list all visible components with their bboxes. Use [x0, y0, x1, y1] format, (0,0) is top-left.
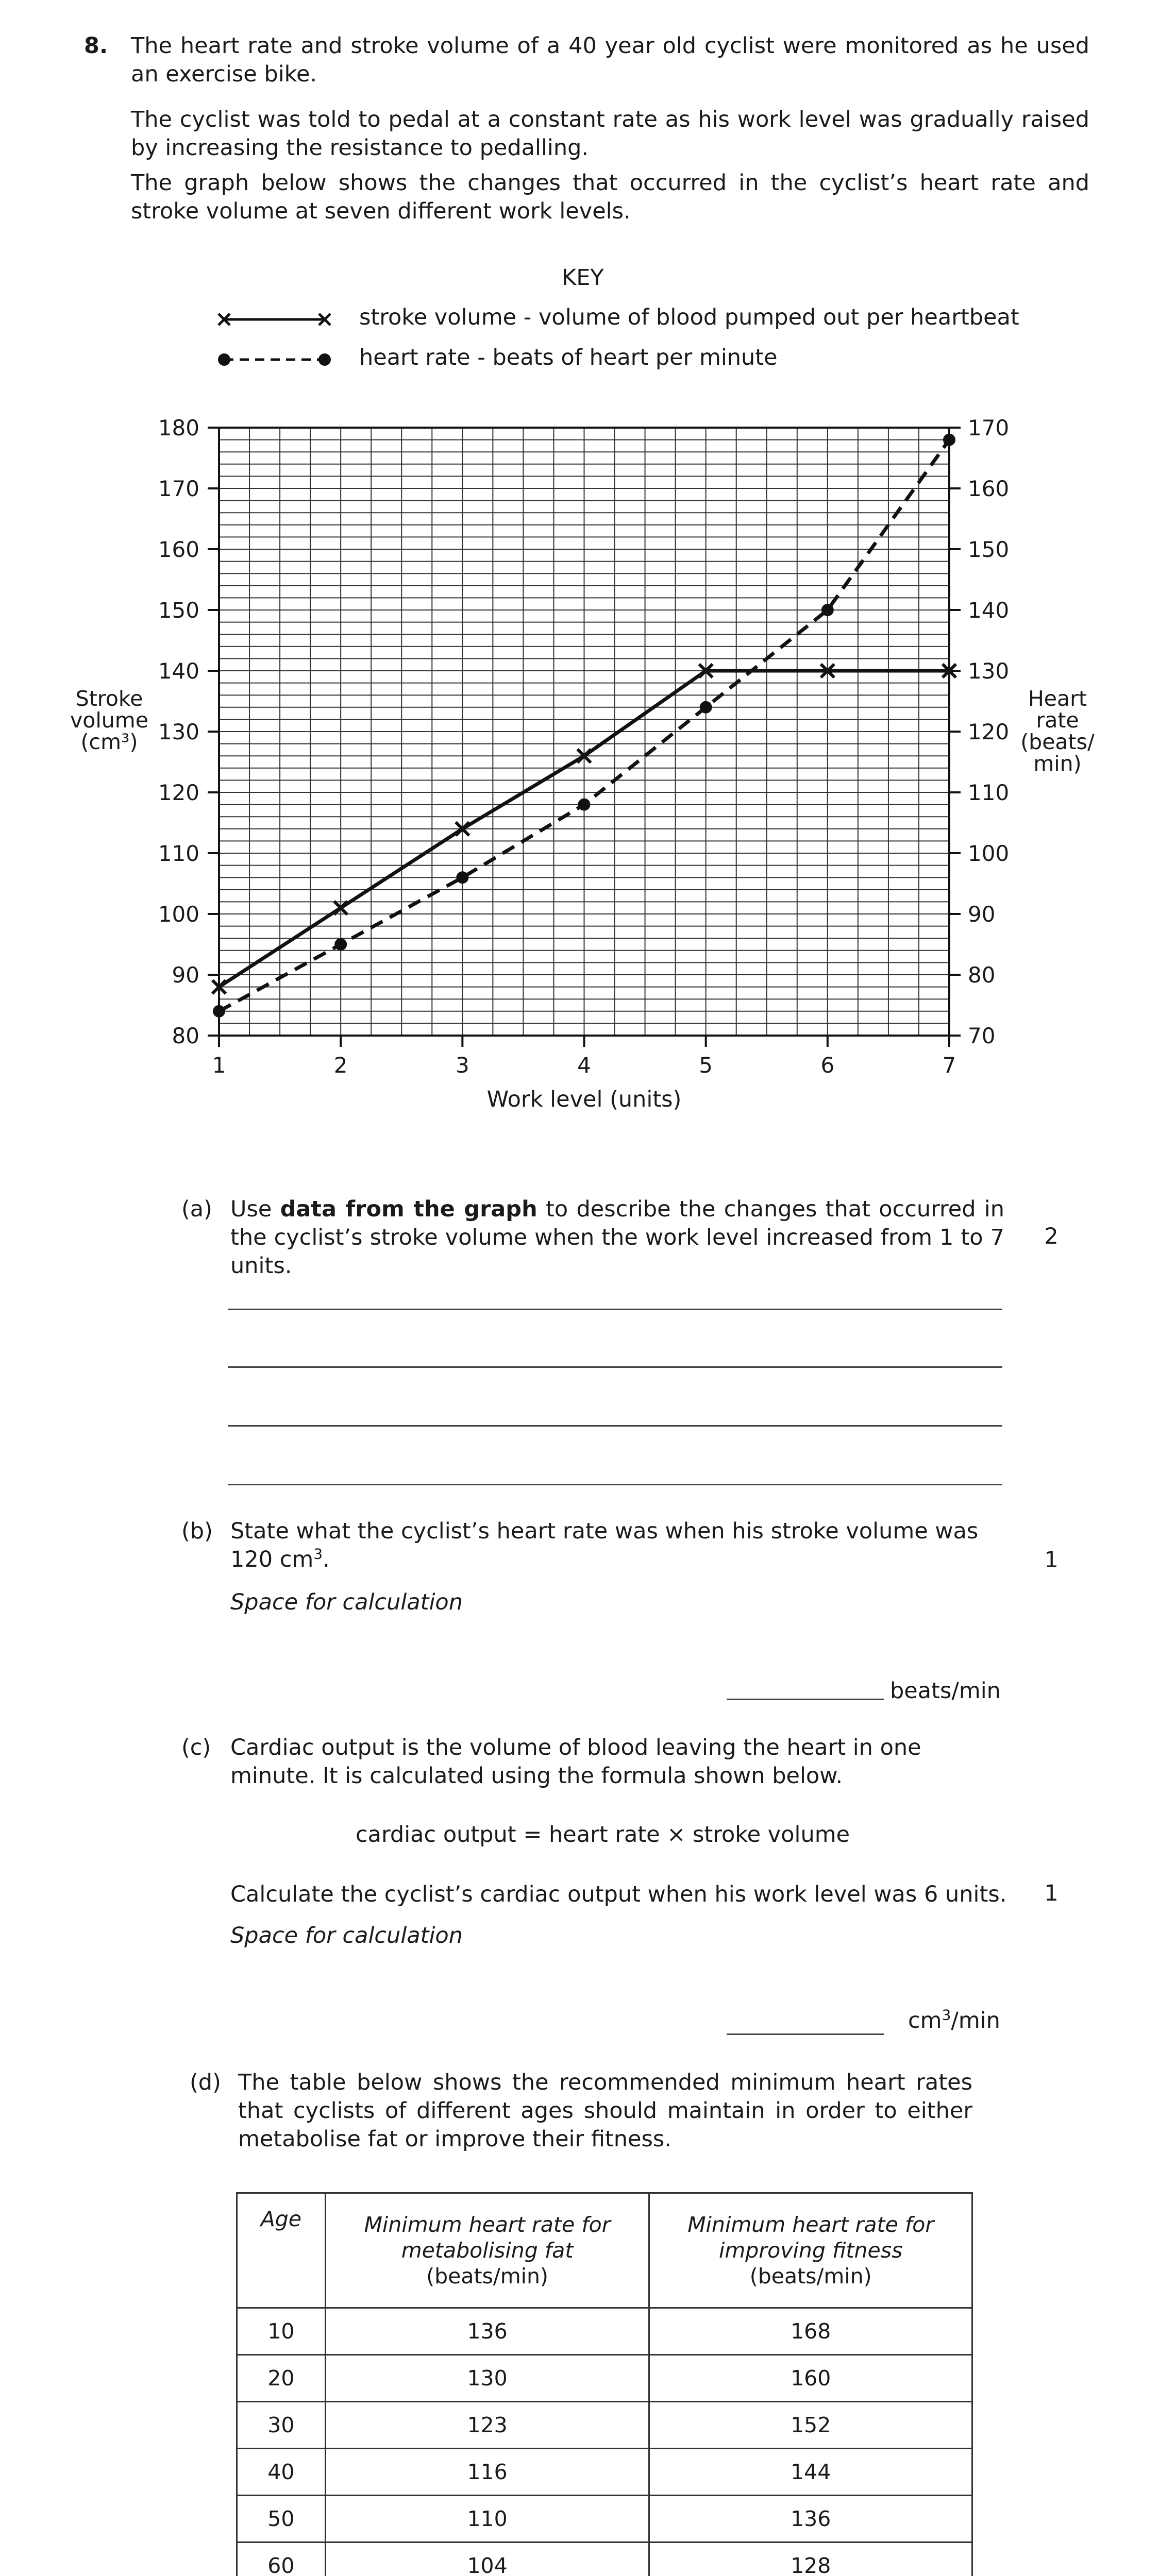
answer-line-a-2[interactable]: [228, 1366, 1002, 1368]
right-axis-title-line: min): [1033, 751, 1082, 776]
line-chart: [0, 0, 1176, 1185]
cell-fat: 130: [325, 2355, 649, 2402]
cell-age: 50: [237, 2496, 326, 2543]
left-axis-tick-label: 150: [158, 598, 199, 623]
cell-age: 30: [237, 2402, 326, 2449]
key-stroke-volume-label: stroke volume - volume of blood pumped out per heartbeat: [359, 304, 1019, 330]
x-axis-tick-label: 3: [455, 1053, 469, 1078]
part-a-label: (a): [181, 1196, 212, 1222]
x-axis-tick-label: 5: [699, 1053, 713, 1078]
x-axis-tick-label: 1: [212, 1053, 226, 1078]
answer-line-a-3[interactable]: [228, 1425, 1002, 1427]
heart-rate-point: [700, 701, 712, 714]
left-axis-title-line: (cm³): [80, 730, 138, 754]
heart-rate-point: [821, 604, 834, 616]
header-metabolising-fat: Minimum heart rate for metabolising fat (beats/min): [325, 2193, 649, 2308]
right-axis-tick-label: 160: [968, 476, 1010, 501]
right-axis-title-line: rate: [1036, 708, 1079, 733]
table-row: [237, 2496, 972, 2543]
cell-age: 20: [237, 2355, 326, 2402]
left-axis-tick-label: 90: [172, 962, 199, 988]
left-axis-title-line: Stroke: [75, 686, 143, 711]
heart-rate-point: [943, 434, 955, 446]
part-b-space-label: Space for calculation: [230, 1589, 463, 1615]
question-number: 8.: [84, 33, 108, 59]
part-c-instruction: Calculate the cyclist’s cardiac output when his work level was 6 units.: [230, 1882, 1007, 1907]
x-axis-tick-label: 4: [577, 1053, 591, 1078]
left-axis-tick-label: 170: [158, 476, 199, 501]
part-c-text: Cardiac output is the volume of blood leaving the heart in one minute. It is calculated using the formula shown below.: [230, 1735, 921, 1789]
heart-rate-point: [456, 871, 468, 884]
x-axis-title: Work level (units): [486, 1087, 682, 1112]
cell-fitness: 152: [649, 2402, 972, 2449]
cell-fitness: 144: [649, 2449, 972, 2496]
right-axis-tick-label: 70: [968, 1023, 996, 1048]
left-axis-tick-label: 110: [158, 841, 199, 866]
right-axis-tick-label: 130: [968, 658, 1010, 684]
part-a-marks: 2: [1044, 1224, 1059, 1249]
cell-age: 10: [237, 2308, 326, 2355]
part-d-text: The table below shows the recommended minimum heart rates that cyclists of different ages should maintain in order to either metabolise fat or improve their fitness.: [238, 2070, 972, 2152]
cell-fat: 116: [325, 2449, 649, 2496]
right-axis-tick-label: 170: [968, 415, 1010, 440]
part-c-marks: 1: [1044, 1880, 1059, 1906]
answer-line-a-4[interactable]: [228, 1484, 1002, 1485]
cell-fat: 123: [325, 2402, 649, 2449]
answer-line-b[interactable]: [727, 1699, 884, 1700]
answer-line-c[interactable]: [727, 2033, 884, 2035]
left-axis-tick-label: 120: [158, 780, 199, 805]
right-axis-title-line: Heart: [1028, 686, 1087, 711]
part-a-text: Use data from the graph to describe the changes that occurred in the cyclist’s stroke volume when the work level increased from 1 to 7 units.: [230, 1196, 1004, 1279]
right-axis-title-line: (beats/: [1020, 730, 1095, 754]
key-heading: KEY: [562, 265, 604, 291]
part-c-label: (c): [181, 1735, 211, 1760]
part-d-label: (d): [190, 2070, 221, 2095]
intro-paragraph-1: The heart rate and stroke volume of a 40 year old cyclist were monitored as he used an exercise bike.: [131, 33, 1089, 87]
x-axis-tick-label: 7: [942, 1053, 956, 1078]
right-axis-tick-label: 90: [968, 902, 996, 927]
cardiac-output-formula: cardiac output = heart rate × stroke volume: [356, 1822, 850, 1848]
right-axis-tick-label: 120: [968, 719, 1010, 744]
cell-age: 60: [237, 2543, 326, 2576]
right-axis-tick-label: 140: [968, 598, 1010, 623]
part-b-label: (b): [181, 1518, 213, 1544]
left-axis-title-line: volume: [70, 708, 148, 733]
left-axis-tick-label: 180: [158, 415, 199, 440]
part-b-unit: beats/min: [890, 1678, 1001, 1704]
left-axis-tick-label: 130: [158, 719, 199, 744]
part-b-text-line1: State what the cyclist’s heart rate was when his stroke volume was: [230, 1518, 979, 1544]
cell-fitness: 128: [649, 2543, 972, 2576]
table-header-row: [237, 2193, 972, 2308]
part-c-space-label: Space for calculation: [230, 1923, 463, 1948]
part-b-marks: 1: [1044, 1547, 1059, 1573]
cell-age: 40: [237, 2449, 326, 2496]
part-c-unit: $cm^3/\min$: [908, 2006, 1000, 2033]
left-axis-tick-label: 80: [172, 1023, 199, 1048]
heart-rate-table: [236, 2192, 973, 2576]
table-row: [237, 2543, 972, 2576]
part-b-text-line2: 120 $cm^3$.: [230, 1545, 330, 1572]
key-heart-rate-label: heart rate - beats of heart per minute: [359, 345, 778, 370]
part-a-emphasis: data from the graph: [280, 1196, 537, 1222]
heart-rate-point: [213, 1005, 225, 1018]
intro-paragraph-2: The cyclist was told to pedal at a constant rate as his work level was gradually raised by increasing the resistance to pedalling.: [131, 107, 1089, 161]
cell-fat: 136: [325, 2308, 649, 2355]
heart-rate-point: [334, 938, 347, 951]
intro-paragraph-3: The graph below shows the changes that occurred in the cyclist’s heart rate and stroke volume at seven different work levels.: [131, 170, 1089, 224]
cell-fitness: 136: [649, 2496, 972, 2543]
cell-fat: 104: [325, 2543, 649, 2576]
table-row: [237, 2308, 972, 2355]
right-axis-tick-label: 100: [968, 841, 1010, 866]
left-axis-tick-label: 160: [158, 537, 199, 562]
right-axis-tick-label: 80: [968, 962, 996, 988]
x-axis-tick-label: 2: [333, 1053, 348, 1078]
left-axis-tick-label: 100: [158, 902, 199, 927]
header-age: Age: [237, 2193, 326, 2308]
x-axis-tick-label: 6: [820, 1053, 835, 1078]
right-axis-tick-label: 150: [968, 537, 1010, 562]
cell-fat: 110: [325, 2496, 649, 2543]
cell-fitness: 168: [649, 2308, 972, 2355]
left-axis-tick-label: 140: [158, 658, 199, 684]
table-row: [237, 2355, 972, 2402]
table-row: [237, 2449, 972, 2496]
header-improving-fitness: Minimum heart rate for improving fitness (beats/min): [649, 2193, 972, 2308]
table-row: [237, 2402, 972, 2449]
cell-fitness: 160: [649, 2355, 972, 2402]
right-axis-tick-label: 110: [968, 780, 1010, 805]
answer-line-a-1[interactable]: [228, 1309, 1002, 1310]
heart-rate-point: [578, 799, 591, 811]
